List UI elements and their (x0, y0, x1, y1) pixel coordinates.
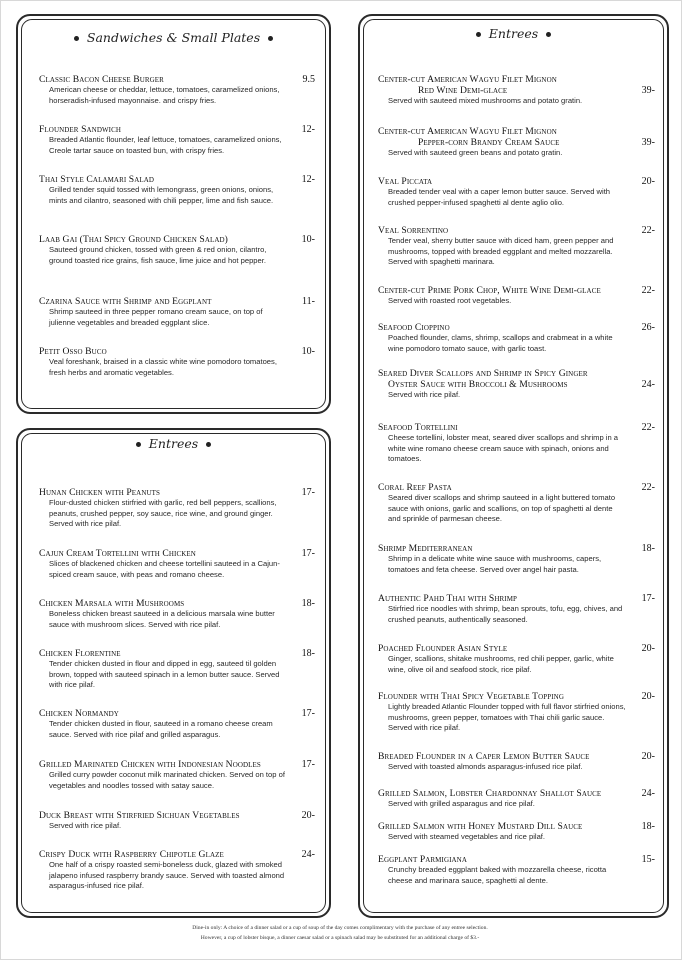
item-name: Center-cut Prime Pork Chop, White Wine Demi-glace (378, 285, 601, 296)
item-price: 39- (641, 137, 655, 148)
item-name (378, 74, 657, 96)
item-description: Served with rice pilaf. (49, 821, 122, 830)
item-description: Poached flounder, clams, shrimp, scallops and crabmeat in a white wine pomodoro tomato sauce, with garlic toast. (388, 333, 613, 353)
bullet-dot-icon (74, 36, 79, 41)
item-description: Cheese tortellini, lobster meat, seared diver scallops and shrimp in a white wine romano cheese cream sauce with spinach, onions and tomatoes. (388, 433, 619, 464)
item-description: Sauteed ground chicken, tossed with green & red onion, cilantro, ground toasted rice grains, fish sauce, lime juice and hot pepper. (49, 245, 267, 265)
entrees-left-title-row (18, 436, 329, 451)
item-price: 17- (641, 593, 655, 604)
entrees-left-title: Entrees (148, 436, 199, 451)
item-price: 22- (641, 225, 655, 236)
item-name: Grilled Marinated Chicken with Indonesian Noodles (39, 759, 261, 770)
item-name: Breaded Flounder in a Caper Lemon Butter Sauce (378, 751, 590, 762)
item-description: Served with sauteed green beans and potato gratin. (388, 148, 563, 157)
item-name: Hunan Chicken with Peanuts (39, 487, 160, 498)
footer-line-1: Dine-in only: A choice of a dinner salad or a cup of soup of the day comes complimentary with the purchase of any entree selection. (192, 925, 488, 931)
item-description: Served with steamed vegetables and rice pilaf. (388, 832, 546, 841)
item-name: Veal Sorrentino (378, 225, 449, 236)
item-description: Breaded tender veal with a caper lemon butter sauce. Served with crushed pepper-infused spaghetti al dente aglio olio. (388, 187, 611, 207)
sandwiches-title: Sandwiches & Small Plates (86, 30, 261, 45)
entrees-right-title-row (360, 26, 667, 41)
item-name: Petit Osso Buco (39, 346, 107, 357)
item-price: 12- (301, 124, 315, 135)
item-name: Chicken Normandy (39, 708, 119, 719)
menu-item (39, 648, 317, 708)
item-description: Tender chicken dusted in flour and dipped in egg, sauteed til golden brown, topped with sauteed spinach in a lemon butter sauce. Served with rice pilaf. (49, 659, 280, 690)
menu-item (39, 296, 317, 346)
menu-item (378, 854, 657, 894)
menu-item (378, 176, 657, 225)
item-description: Served with rice pilaf. (388, 390, 461, 399)
item-price: 18- (301, 598, 315, 609)
item-name: Classic Bacon Cheese Burger (39, 74, 164, 85)
item-name: Cajun Cream Tortellini with Chicken (39, 548, 196, 559)
item-description: Served with toasted almonds asparagus-infused rice pilaf. (388, 762, 583, 771)
item-name-line-1: Seared Diver Scallops and Shrimp in Spicy Ginger (378, 368, 588, 379)
item-name: Flounder with Thai Spicy Vegetable Topping (378, 691, 564, 702)
entrees-right-list (378, 74, 657, 894)
entrees-right-title: Entrees (488, 26, 539, 41)
item-price: 20- (641, 176, 655, 187)
entrees-left-panel (16, 428, 331, 918)
item-name-line-1: Center-cut American Wagyu Filet Mignon (378, 126, 557, 137)
item-price: 18- (301, 648, 315, 659)
menu-item (39, 234, 317, 296)
menu-item (378, 285, 657, 322)
item-name: Chicken Marsala with Mushrooms (39, 598, 185, 609)
menu-item (378, 593, 657, 643)
item-description: Grilled curry powder coconut milk marinated chicken. Served on top of vegetables and noodles tossed with satay sauce. (49, 770, 285, 790)
item-price: 11- (302, 296, 315, 307)
menu-item (378, 74, 657, 126)
menu-item (378, 751, 657, 788)
menu-item (378, 225, 657, 285)
menu-item (378, 643, 657, 691)
item-description: Served with sauteed mixed mushrooms and potato gratin. (388, 96, 583, 105)
sandwiches-title-row (18, 30, 329, 45)
item-price: 18- (641, 543, 655, 554)
menu-item (39, 548, 317, 598)
item-name: Coral Reef Pasta (378, 482, 452, 493)
item-name-line-2: Pepper-corn Brandy Cream Sauce (418, 137, 560, 148)
entrees-right-panel (358, 14, 669, 918)
item-name: Crispy Duck with Raspberry Chipotle Glaze (39, 849, 224, 860)
menu-item (39, 487, 317, 548)
item-description: Shrimp in a delicate white wine sauce with mushrooms, capers, tomatoes and feta cheese. Served over angel hair pasta. (388, 554, 602, 574)
item-name: Laab Gai (Thai Spicy Ground Chicken Salad) (39, 234, 228, 245)
item-price: 17- (301, 708, 315, 719)
item-description: Boneless chicken breast sauteed in a delicious marsala wine butter sauce with mushroom slices. Served with rice pilaf. (49, 609, 275, 629)
item-name: Flounder Sandwich (39, 124, 122, 135)
item-description: Served with roasted root vegetables. (388, 296, 512, 305)
menu-item (39, 346, 317, 386)
menu-item (39, 598, 317, 648)
item-name: Grilled Salmon, Lobster Chardonnay Shallot Sauce (378, 788, 602, 799)
item-price: 24- (641, 788, 655, 799)
item-description: American cheese or cheddar, lettuce, tomatoes, caramelized onions, horseradish-infused mayonnaise. and crispy fries. (49, 85, 280, 105)
item-price: 10- (301, 346, 315, 357)
menu-item (39, 810, 317, 849)
item-price: 9.5 (302, 74, 315, 85)
item-name: Grilled Salmon with Honey Mustard Dill Sauce (378, 821, 583, 832)
item-price: 18- (641, 821, 655, 832)
item-name: Eggplant Parmigiana (378, 854, 467, 865)
item-price: 24- (641, 379, 655, 390)
item-price: 22- (641, 482, 655, 493)
sandwiches-list (39, 74, 317, 386)
item-name: Authentic Pahd Thai with Shrimp (378, 593, 518, 604)
menu-item (378, 482, 657, 543)
item-description: Shrimp sauteed in three pepper romano cream sauce, on top of julienne vegetables and breaded eggplant slice. (49, 307, 263, 327)
item-price: 26- (641, 322, 655, 333)
menu-item (378, 788, 657, 821)
item-price: 20- (641, 751, 655, 762)
bullet-dot-icon (136, 442, 141, 447)
item-name (378, 368, 657, 390)
item-name-line-2: Red Wine Demi-glace (418, 85, 508, 96)
item-name: Seafood Cioppino (378, 322, 450, 333)
item-description: Crunchy breaded eggplant baked with mozzarella cheese, ricotta cheese and marinara sauce, spaghetti al dente. (388, 865, 607, 885)
item-price: 22- (641, 285, 655, 296)
menu-item (39, 759, 317, 810)
item-name: Chicken Florentine (39, 648, 121, 659)
item-price: 20- (641, 691, 655, 702)
menu-item (378, 422, 657, 482)
menu-item (378, 322, 657, 368)
menu-item (39, 174, 317, 234)
item-name: Shrimp Mediterranean (378, 543, 473, 554)
footer-line-2: However, a cup of lobster bisque, a dinner caesar salad or a spinach salad may be substituted for an additional charge of $3.- (200, 934, 480, 941)
menu-item (39, 74, 317, 124)
item-description: Slices of blackened chicken and cheese tortellini sauteed in a Cajun-spiced cream sauce, with peas and romano cheese. (49, 559, 280, 579)
item-price: 17- (301, 759, 315, 770)
item-price: 39- (641, 85, 655, 96)
item-name (378, 126, 657, 148)
item-description: Lightly breaded Atlantic Flounder topped with full flavor stirfried onions, mushrooms, green pepper, tomatoes with Thai chili garlic sauce. Served with rice pilaf. (388, 702, 626, 733)
menu-item (378, 126, 657, 176)
sandwiches-panel (16, 14, 331, 414)
item-description: Grilled tender squid tossed with lemongrass, green onions, onions, mints and cilantro, seasoned with chili pepper, lime and fish sauce. (49, 185, 274, 205)
item-price: 20- (301, 810, 315, 821)
menu-item (39, 124, 317, 174)
item-description: Veal foreshank, braised in a classic white wine pomodoro tomatoes, fresh herbs and aromatic vegetables. (49, 357, 277, 377)
item-description: Stirfried rice noodles with shrimp, bean sprouts, tofu, egg, chives, and crushed peanuts, authentically seasoned. (388, 604, 623, 624)
item-name: Seafood Tortellini (378, 422, 458, 433)
menu-item (39, 849, 317, 909)
item-price: 22- (641, 422, 655, 433)
menu-item (378, 543, 657, 593)
item-description: Tender veal, sherry butter sauce with diced ham, green pepper and mushrooms, topped with breaded eggplant and melted mozzarella. Served with spaghetti marinara. (388, 236, 614, 267)
bullet-dot-icon (476, 32, 481, 37)
item-name-line-1: Center-cut American Wagyu Filet Mignon (378, 74, 557, 85)
footer-note (80, 924, 600, 943)
item-description: Tender chicken dusted in flour, sauteed in a romano cheese cream sauce. Served with rice pilaf and grilled asparagus. (49, 719, 273, 739)
item-description: One half of a crispy roasted semi-boneless duck, glazed with smoked jalapeno infused raspberry brandy sauce. Served with toasted almond asparagus-infused rice pilaf. (49, 860, 285, 891)
item-price: 20- (641, 643, 655, 654)
item-price: 17- (301, 487, 315, 498)
bullet-dot-icon (546, 32, 551, 37)
bullet-dot-icon (268, 36, 273, 41)
item-name: Thai Style Calamari Salad (39, 174, 155, 185)
entrees-left-list (39, 487, 317, 909)
menu-item (378, 691, 657, 751)
menu-item (378, 821, 657, 854)
item-description: Seared diver scallops and shrimp sauteed in a light buttered tomato sauce with onions, garlic and scallions, on top of spaghetti al dente and sprinkle of parmesan cheese. (388, 493, 616, 524)
item-description: Ginger, scallions, shitake mushrooms, red chili pepper, garlic, white wine, olive oil and seafood stock, rice pilaf. (388, 654, 614, 674)
item-description: Flour-dusted chicken stirfried with garlic, red bell peppers, scallions, peanuts, crushed pepper, soy sauce, rice wine, and ground ginger. Served with rice pilaf. (49, 498, 277, 529)
item-price: 24- (301, 849, 315, 860)
item-name-line-2: Oyster Sauce with Broccoli & Mushrooms (388, 379, 568, 390)
item-description: Served with grilled asparagus and rice pilaf. (388, 799, 535, 808)
item-price: 15- (641, 854, 655, 865)
item-name: Duck Breast with Stirfried Sichuan Vegetables (39, 810, 240, 821)
menu-item (378, 368, 657, 422)
item-name: Czarina Sauce with Shrimp and Eggplant (39, 296, 212, 307)
menu-item (39, 708, 317, 759)
item-name: Veal Piccata (378, 176, 433, 187)
item-price: 12- (301, 174, 315, 185)
item-name: Poached Flounder Asian Style (378, 643, 508, 654)
item-description: Breaded Atlantic flounder, leaf lettuce, tomatoes, caramelized onions, Creole tartar sauce on toasted bun, with crispy fries. (49, 135, 282, 155)
item-price: 10- (301, 234, 315, 245)
bullet-dot-icon (206, 442, 211, 447)
item-price: 17- (301, 548, 315, 559)
